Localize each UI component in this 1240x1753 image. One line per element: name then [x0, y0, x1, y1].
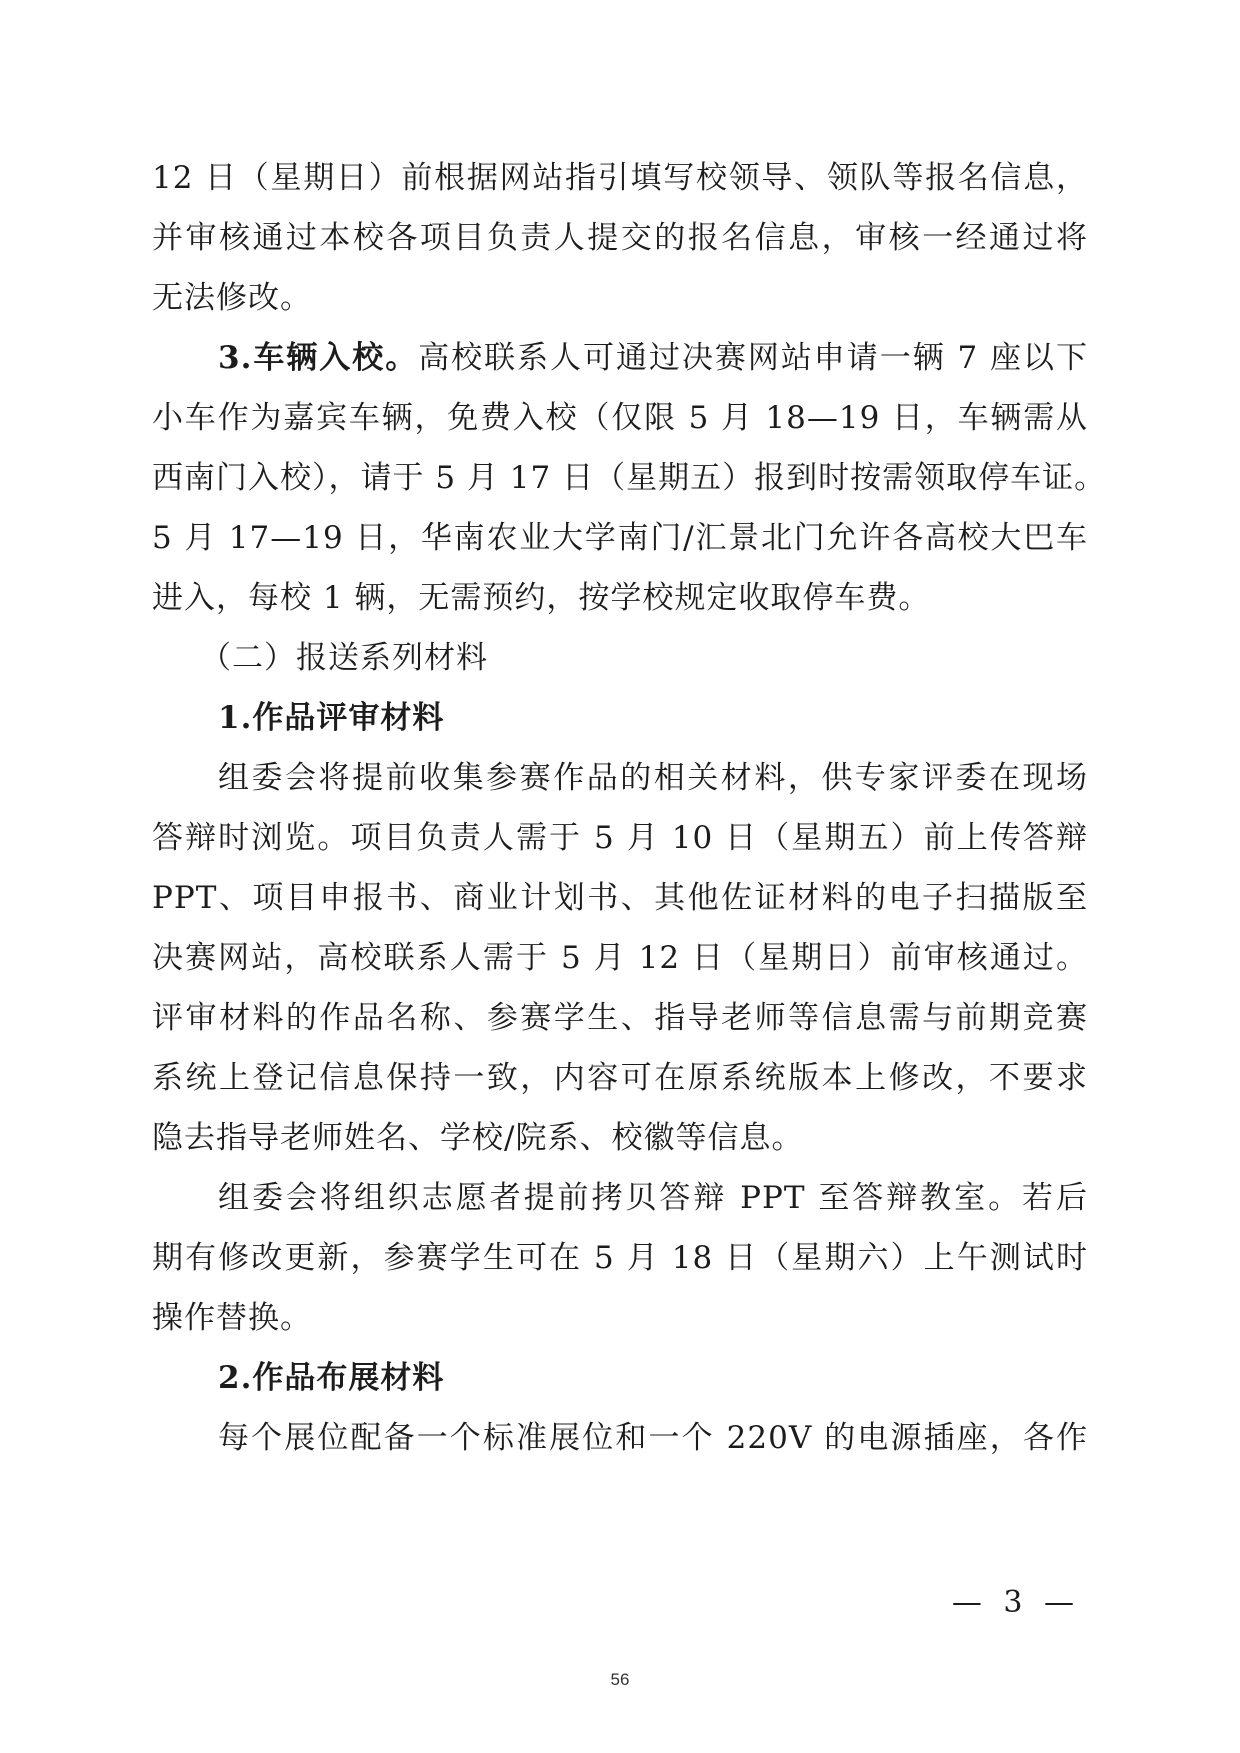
text-line: 每个展位配备一个标准展位和一个 220V 的电源插座，各作 [218, 1420, 1088, 1456]
text-line: 组委会将提前收集参赛作品的相关材料，供专家评委在现场 [218, 760, 1088, 796]
text-line: 12 日（星期日）前根据网站指引填写校领导、领队等报名信息， [152, 160, 1088, 196]
text-line: 无法修改。 [152, 280, 312, 316]
text-line: 进入，每校 1 辆，无需预约，按学校规定收取停车费。 [152, 580, 931, 616]
text-line: 答辩时浏览。项目负责人需于 5 月 10 日（星期五）前上传答辩 [152, 820, 1088, 856]
text-line: 系统上登记信息保持一致，内容可在原系统版本上修改，不要求 [152, 1060, 1088, 1096]
subsection-heading-review-materials: 1.作品评审材料 [218, 700, 445, 736]
text-line: PPT、项目申报书、商业计划书、其他佐证材料的电子扫描版至 [152, 880, 1088, 916]
text-line: 小车作为嘉宾车辆，免费入校（仅限 5 月 18—19 日，车辆需从 [152, 400, 1088, 436]
section-heading: （二）报送系列材料 [200, 640, 488, 676]
text-line: 5 月 17—19 日，华南农业大学南门/汇景北门允许各高校大巴车 [152, 520, 1088, 556]
text-line: 期有修改更新，参赛学生可在 5 月 18 日（星期六）上午测试时 [152, 1240, 1088, 1276]
text-line: 决赛网站，高校联系人需于 5 月 12 日（星期日）前审核通过。 [152, 940, 1088, 976]
item-vehicle-entry-heading-line [152, 328, 1088, 388]
text-line: 隐去指导老师姓名、学校/院系、校徽等信息。 [152, 1120, 804, 1156]
text-line: 组委会将组织志愿者提前拷贝答辩 PPT 至答辩教室。若后 [218, 1180, 1088, 1216]
subsection-heading-exhibition-materials: 2.作品布展材料 [218, 1360, 445, 1396]
page-number: — 3 — [951, 1585, 1080, 1620]
item-vehicle-entry-label: 3.车辆入校。 [218, 340, 419, 376]
text-line: 高校联系人可通过决赛网站申请一辆 7 座以下 [418, 340, 1088, 376]
text-line: 并审核通过本校各项目负责人提交的报名信息，审核一经通过将 [152, 220, 1088, 256]
text-line: 操作替换。 [152, 1300, 312, 1336]
text-line: 评审材料的作品名称、参赛学生、指导老师等信息需与前期竞赛 [152, 1000, 1088, 1036]
text-line: 西南门入校），请于 5 月 17 日（星期五）报到时按需领取停车证。 [152, 460, 1107, 496]
document-body [152, 148, 1107, 1468]
sheet-number: 56 [610, 1670, 630, 1689]
